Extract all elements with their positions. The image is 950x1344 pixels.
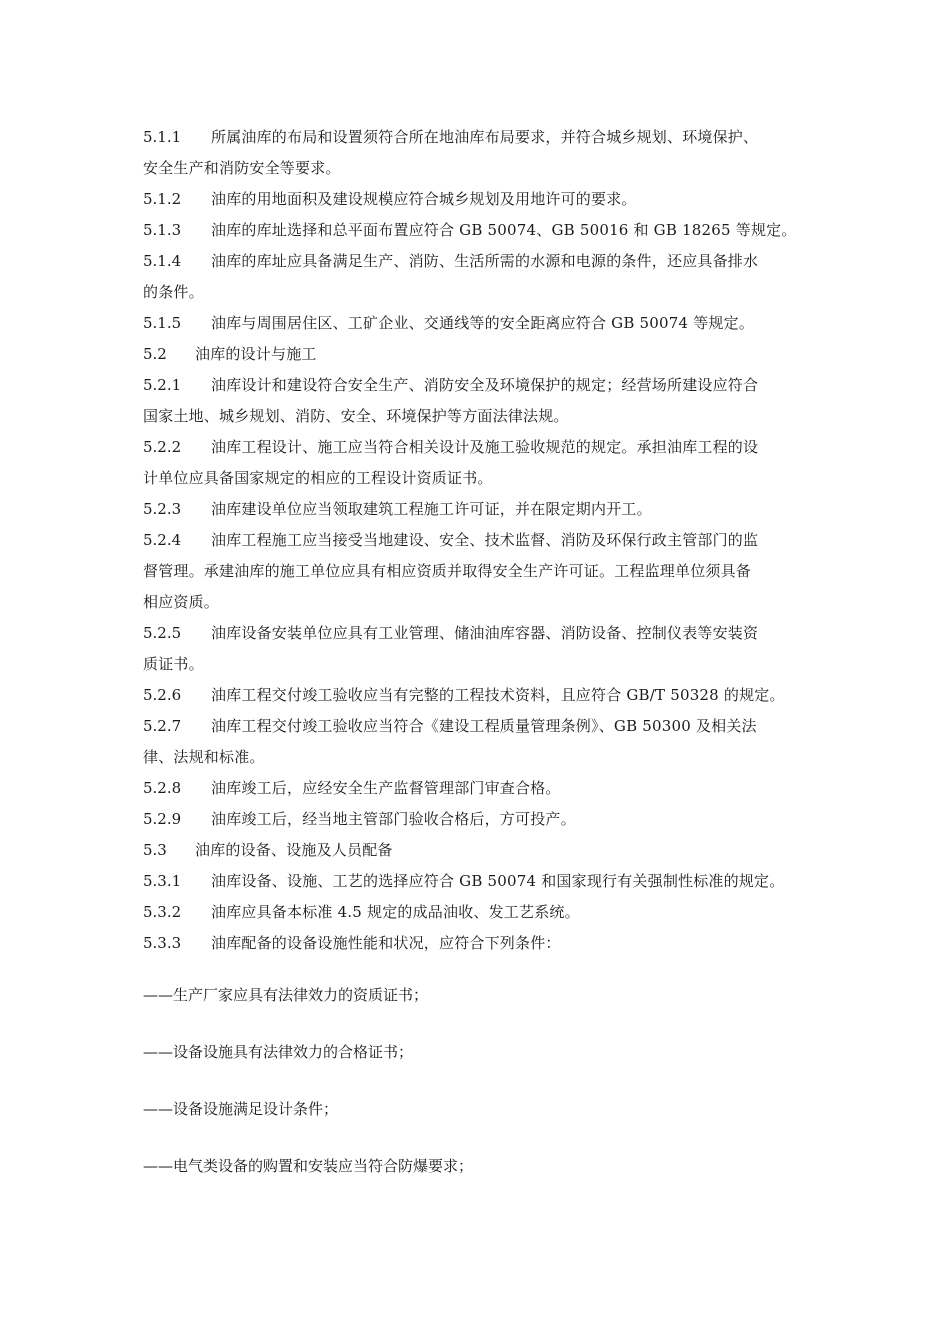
clause-number: 5.2.9 bbox=[143, 810, 182, 828]
clause-line bbox=[143, 277, 813, 308]
clause-line bbox=[143, 742, 813, 773]
clause-text: 油库竣工后，经当地主管部门验收合格后，方可投产。 bbox=[211, 810, 576, 828]
clause-number: 5.2.6 bbox=[143, 686, 182, 704]
clause-text: 的条件。 bbox=[143, 283, 204, 301]
clause-text: 督管理。承建油库的施工单位应具有相应资质并取得安全生产许可证。工程监理单位须具备 bbox=[143, 562, 752, 580]
list-item: ——生产厂家应具有法律效力的资质证书； bbox=[143, 986, 429, 1004]
section-heading bbox=[143, 339, 813, 370]
clause-line bbox=[143, 463, 813, 494]
clause-number: 5.2.5 bbox=[143, 624, 182, 642]
clause-line bbox=[143, 370, 813, 401]
clause-line bbox=[143, 773, 813, 804]
clause-text: 油库的库址应具备满足生产、消防、生活所需的水源和电源的条件，还应具备排水 bbox=[211, 252, 759, 270]
clause-number: 5.1.2 bbox=[143, 190, 182, 208]
clause-number: 5.1.1 bbox=[143, 128, 182, 146]
clause-line bbox=[143, 587, 813, 618]
clause-text: 律、法规和标准。 bbox=[143, 748, 265, 766]
clause-number: 5.1.3 bbox=[143, 221, 182, 239]
clause-line bbox=[143, 308, 813, 339]
clause-line bbox=[143, 494, 813, 525]
clause-line bbox=[143, 618, 813, 649]
clause-text: 所属油库的布局和设置须符合所在地油库布局要求，并符合城乡规划、环境保护、 bbox=[211, 128, 759, 146]
clause-text: 油库建设单位应当领取建筑工程施工许可证，并在限定期内开工。 bbox=[211, 500, 652, 518]
clause-number: 5.2.1 bbox=[143, 376, 182, 394]
clause-text: 油库设备安装单位应具有工业管理、储油油库容器、消防设备、控制仪表等安装资 bbox=[211, 624, 759, 642]
clause-text: 油库工程交付竣工验收应当有完整的工程技术资料，且应符合 GB/T 50328 的规定。 bbox=[211, 686, 785, 704]
clause-line bbox=[143, 246, 813, 277]
list-item: ——设备设施具有法律效力的合格证书； bbox=[143, 1043, 414, 1061]
clause-text: 安全生产和消防安全等要求。 bbox=[143, 159, 341, 177]
clause-number: 5.3.2 bbox=[143, 903, 182, 921]
clause-line bbox=[143, 401, 813, 432]
clause-line bbox=[143, 928, 813, 959]
clause-line bbox=[143, 804, 813, 835]
clause-number: 5.3.1 bbox=[143, 872, 182, 890]
clause-number: 5.2.3 bbox=[143, 500, 182, 518]
clause-line bbox=[143, 215, 813, 246]
section-heading bbox=[143, 835, 813, 866]
clause-text: 油库工程交付竣工验收应当符合《建设工程质量管理条例》、GB 50300 及相关法 bbox=[211, 717, 757, 735]
clause-line bbox=[143, 866, 813, 897]
clause-text: 油库工程设计、施工应当符合相关设计及施工验收规范的规定。承担油库工程的设 bbox=[211, 438, 759, 456]
clause-number: 5.2.4 bbox=[143, 531, 182, 549]
section-number: 5.2 bbox=[143, 345, 167, 363]
clause-text: 计单位应具备国家规定的相应的工程设计资质证书。 bbox=[143, 469, 493, 487]
section-title: 油库的设计与施工 bbox=[195, 345, 317, 363]
clause-line bbox=[143, 525, 813, 556]
clause-line bbox=[143, 184, 813, 215]
clause-number: 5.1.4 bbox=[143, 252, 182, 270]
clause-text: 质证书。 bbox=[143, 655, 204, 673]
requirement-list bbox=[143, 985, 813, 1213]
clause-number: 5.2.8 bbox=[143, 779, 182, 797]
clause-text: 油库的用地面积及建设规模应符合城乡规划及用地许可的要求。 bbox=[211, 190, 637, 208]
clause-line bbox=[143, 153, 813, 184]
clause-number: 5.2.7 bbox=[143, 717, 182, 735]
section-title: 油库的设备、设施及人员配备 bbox=[195, 841, 393, 859]
clause-number: 5.2.2 bbox=[143, 438, 182, 456]
section-number: 5.3 bbox=[143, 841, 167, 859]
clause-text: 油库设计和建设符合安全生产、消防安全及环境保护的规定；经营场所建设应符合 bbox=[211, 376, 759, 394]
clause-line bbox=[143, 432, 813, 463]
clause-line bbox=[143, 897, 813, 928]
clause-text: 油库设备、设施、工艺的选择应符合 GB 50074 和国家现行有关强制性标准的规定。 bbox=[211, 872, 785, 890]
clause-number: 5.3.3 bbox=[143, 934, 182, 952]
clause-text: 相应资质。 bbox=[143, 593, 220, 611]
clause-text: 油库配备的设备设施性能和状况，应符合下列条件： bbox=[211, 934, 561, 952]
clause-text: 油库竣工后，应经安全生产监督管理部门审查合格。 bbox=[211, 779, 561, 797]
clause-line bbox=[143, 556, 813, 587]
clause-line bbox=[143, 711, 813, 742]
document-body bbox=[143, 122, 813, 959]
clause-text: 油库应具备本标准 4.5 规定的成品油收、发工艺系统。 bbox=[211, 903, 580, 921]
clause-number: 5.1.5 bbox=[143, 314, 182, 332]
clause-text: 油库与周围居住区、工矿企业、交通线等的安全距离应符合 GB 50074 等规定。 bbox=[211, 314, 755, 332]
list-item: ——电气类设备的购置和安装应当符合防爆要求； bbox=[143, 1157, 474, 1175]
list-item: ——设备设施满足设计条件； bbox=[143, 1100, 339, 1118]
clause-line bbox=[143, 122, 813, 153]
clause-text: 国家土地、城乡规划、消防、安全、环境保护等方面法律法规。 bbox=[143, 407, 569, 425]
clause-line bbox=[143, 649, 813, 680]
clause-text: 油库工程施工应当接受当地建设、安全、技术监督、消防及环保行政主管部门的监 bbox=[211, 531, 759, 549]
clause-text: 油库的库址选择和总平面布置应符合 GB 50074、GB 50016 和 GB 18265 等规定。 bbox=[211, 221, 797, 239]
clause-line bbox=[143, 680, 813, 711]
